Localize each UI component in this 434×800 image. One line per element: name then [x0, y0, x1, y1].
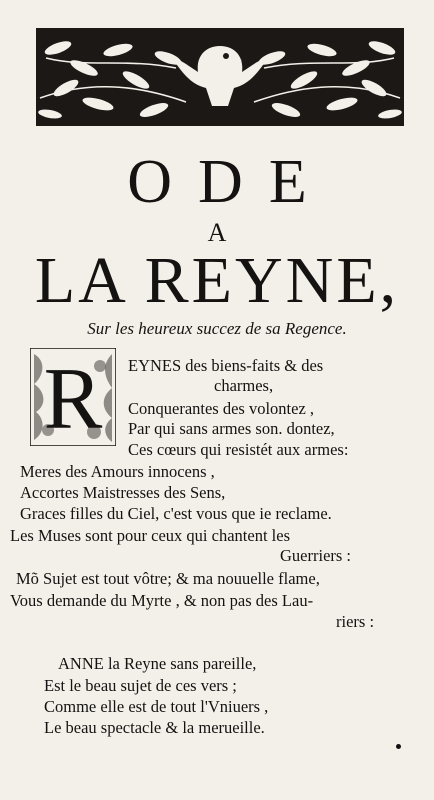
verse-line-5: Ces cœurs qui resistét aux armes:: [128, 440, 349, 459]
verse-line-16: Comme elle est de tout l'Vniuers ,: [44, 697, 269, 716]
title-preposition: A: [207, 218, 227, 247]
verse-line-17: Le beau spectacle & la merueille.: [44, 718, 265, 737]
verse-line-3: Conquerantes des volontez ,: [128, 399, 315, 418]
verse-line-14: ANNE la Reyne sans pareille,: [58, 654, 257, 673]
reyne-title: LA REYNE,: [34, 244, 400, 317]
bird-foliage-headpiece: [36, 28, 404, 126]
verse-line-13: riers :: [336, 612, 375, 631]
verse-line-11: Mõ Sujet est tout vôtre; & ma nouuelle flame,: [16, 569, 320, 588]
verse-line-9: Les Muses sont pour ceux qui chantent les: [10, 526, 290, 545]
verse-line-1: [128, 356, 323, 376]
subtitle: Sur les heureux succez de sa Regence.: [87, 319, 347, 338]
verse-line-6: Meres des Amours innocens ,: [20, 462, 215, 481]
verse-line-7: Accortes Maistresses des Sens,: [20, 483, 226, 502]
ode-title: ODE: [127, 148, 333, 216]
verse-line-15: Est le beau sujet de ces vers ;: [44, 676, 237, 695]
verse-line-10: Guerriers :: [280, 546, 352, 565]
ink-speck: [396, 744, 401, 749]
dropcap-letter: R: [43, 351, 103, 446]
verse-line-8: Graces filles du Ciel, c'est vous que ie reclame.: [20, 504, 332, 523]
verse-line-1-text: EYNES des biens-faits & des: [128, 356, 324, 375]
verse-line-2: charmes,: [214, 376, 274, 395]
ornamental-dropcap: [30, 348, 116, 446]
verse-line-12: Vous demande du Myrte , & non pas des Lau-: [10, 591, 314, 610]
verse-line-4: Par qui sans armes son. dontez,: [128, 419, 335, 438]
